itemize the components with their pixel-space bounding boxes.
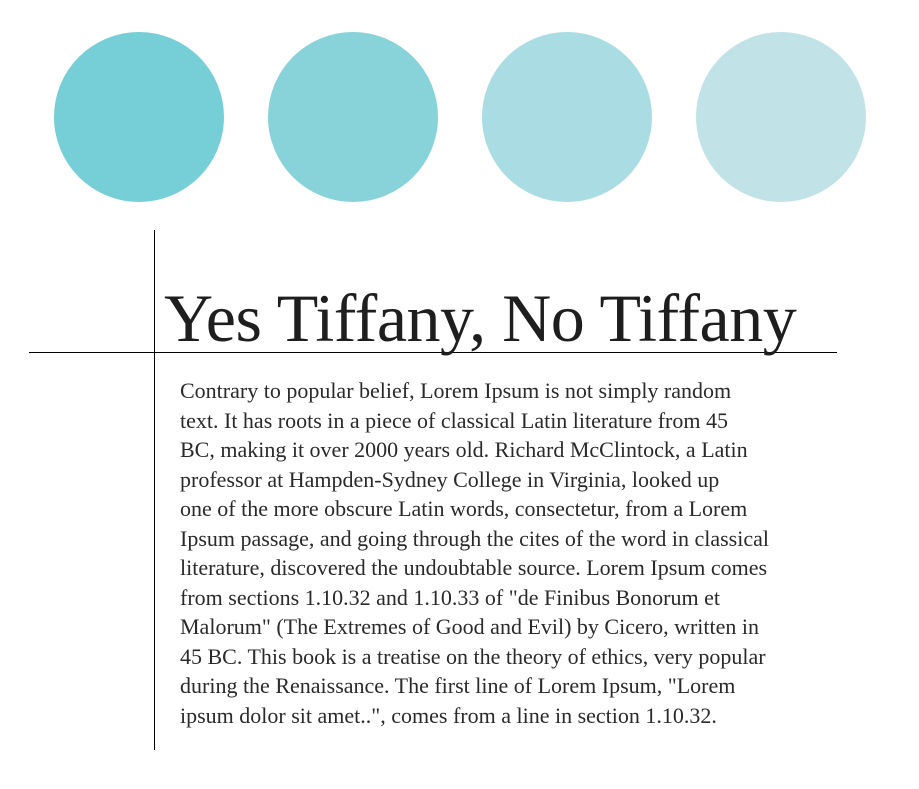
body-line: ipsum dolor sit amet..", comes from a line in section 1.10.32. [180,702,717,728]
body-line: one of the more obscure Latin words, consectetur, from a Lorem [180,496,748,521]
body-line: from sections 1.10.32 and 1.10.33 of "de Finibus Bonorum et [180,584,720,610]
body-line: Malorum" (The Extremes of Good and Evil) by Cicero, written in [180,614,760,639]
body-line: text. It has roots in a piece of classical Latin literature from 45 [180,407,728,433]
body-line: Ipsum passage, and going through the cites of the word in classical [180,525,769,551]
decorative-circle-2 [268,32,438,202]
body-paragraph [180,376,830,730]
vertical-rule [154,230,155,750]
body-line: during the Renaissance. The first line of Lorem Ipsum, "Lorem [180,673,736,698]
decorative-circle-4 [696,32,866,202]
body-line: Contrary to popular belief, Lorem Ipsum is not simply random [180,378,732,403]
decorative-circle-3 [482,32,652,202]
page-title: Yes Tiffany, No Tiffany [164,280,797,356]
body-line: 45 BC. This book is a treatise on the theory of ethics, very popular [180,643,766,669]
decorative-circle-1 [54,32,224,202]
body-line: professor at Hampden-Sydney College in Virginia, looked up [180,466,720,492]
body-line: literature, discovered the undoubtable source. Lorem Ipsum comes [180,555,768,580]
body-line: BC, making it over 2000 years old. Richard McClintock, a Latin [180,437,748,462]
